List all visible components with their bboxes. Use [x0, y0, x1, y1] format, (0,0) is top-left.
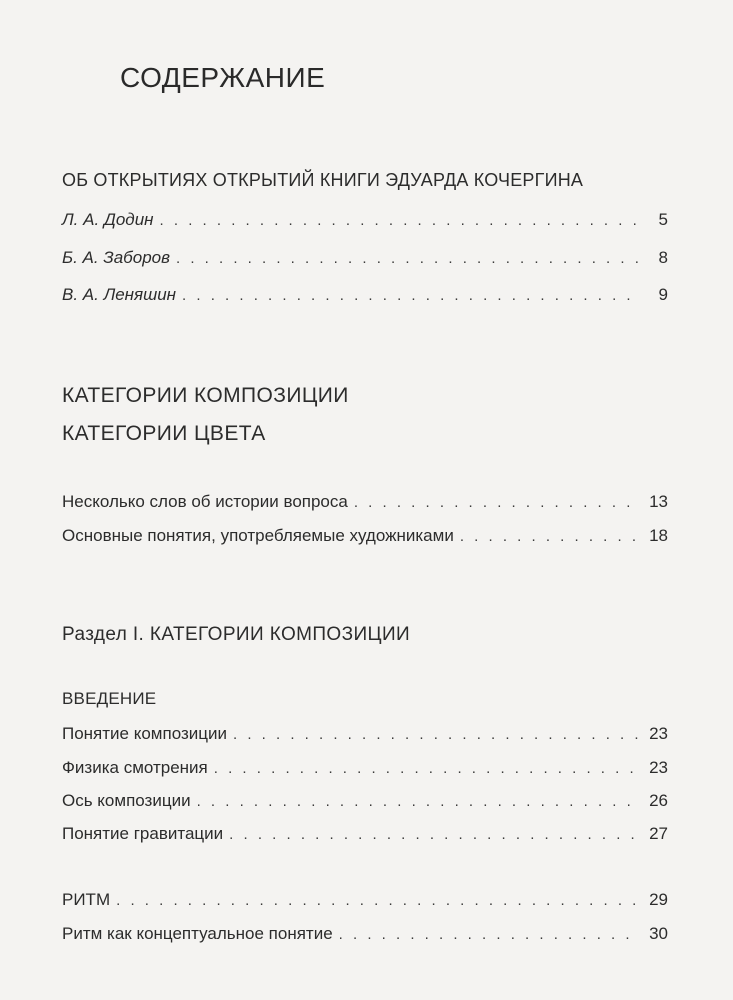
- toc-entry[interactable]: [62, 248, 668, 268]
- toc-entry-page: 26: [649, 791, 668, 810]
- toc-entry-page: 29: [649, 890, 668, 909]
- toc-entry-label: Понятие гравитации: [62, 824, 224, 843]
- leader-dots: [214, 760, 640, 777]
- toc-entry-page: 18: [649, 526, 668, 545]
- leader-dots: [176, 250, 640, 267]
- toc-entry-page: 23: [649, 758, 668, 777]
- toc-entry-page: 9: [658, 285, 668, 304]
- toc-entry[interactable]: [62, 210, 668, 230]
- part-heading: Раздел I. КАТЕГОРИИ КОМПОЗИЦИИ: [62, 624, 411, 645]
- toc-entry[interactable]: [62, 758, 668, 778]
- subsection-heading-intro: ВВЕДЕНИЕ: [62, 689, 157, 708]
- toc-entry-page: 23: [649, 724, 668, 743]
- leader-dots: [229, 826, 640, 843]
- leader-dots: [197, 793, 640, 810]
- toc-entry-label: Б. А. Заборов: [62, 248, 170, 267]
- toc-entry[interactable]: [62, 791, 668, 811]
- toc-entry-label: Основные понятия, употребляемые художниками: [62, 526, 454, 545]
- toc-entry-page: 8: [658, 248, 668, 267]
- toc-entry-label: В. А. Леняшин: [62, 285, 177, 304]
- toc-entry-label: Ось композиции: [62, 791, 191, 810]
- toc-entry[interactable]: [62, 724, 668, 744]
- toc-entry-label: РИТМ: [62, 890, 111, 909]
- toc-entry-label: Ритм как концептуальное понятие: [62, 924, 333, 943]
- toc-entry-label: Несколько слов об истории вопроса: [62, 492, 348, 511]
- section-heading-intro: ОБ ОТКРЫТИЯХ ОТКРЫТИЙ КНИГИ ЭДУАРДА КОЧЕРГИНА: [62, 170, 584, 190]
- toc-entry-page: 5: [658, 210, 668, 229]
- leader-dots: [233, 726, 640, 743]
- section-heading-color: КАТЕГОРИИ ЦВЕТА: [62, 422, 266, 445]
- leader-dots: [354, 494, 640, 511]
- toc-entry-label: Физика смотрения: [62, 758, 208, 777]
- section-heading-composition: КАТЕГОРИИ КОМПОЗИЦИИ: [62, 384, 349, 407]
- toc-entry-page: 13: [649, 492, 668, 511]
- leader-dots: [460, 528, 640, 545]
- toc-entry[interactable]: [62, 890, 668, 910]
- toc-entry[interactable]: [62, 824, 668, 844]
- toc-entry-label: Л. А. Додин: [62, 210, 154, 229]
- toc-entry-label: Понятие композиции: [62, 724, 227, 743]
- leader-dots: [182, 287, 640, 304]
- page-title: СОДЕРЖАНИЕ: [120, 62, 326, 93]
- leader-dots: [116, 892, 640, 909]
- toc-entry[interactable]: [62, 492, 668, 512]
- toc-entry-page: 27: [649, 824, 668, 843]
- toc-entry[interactable]: [62, 526, 668, 546]
- toc-entry[interactable]: [62, 285, 668, 305]
- toc-entry-page: 30: [649, 924, 668, 943]
- leader-dots: [339, 926, 640, 943]
- leader-dots: [160, 212, 640, 229]
- toc-entry[interactable]: [62, 924, 668, 944]
